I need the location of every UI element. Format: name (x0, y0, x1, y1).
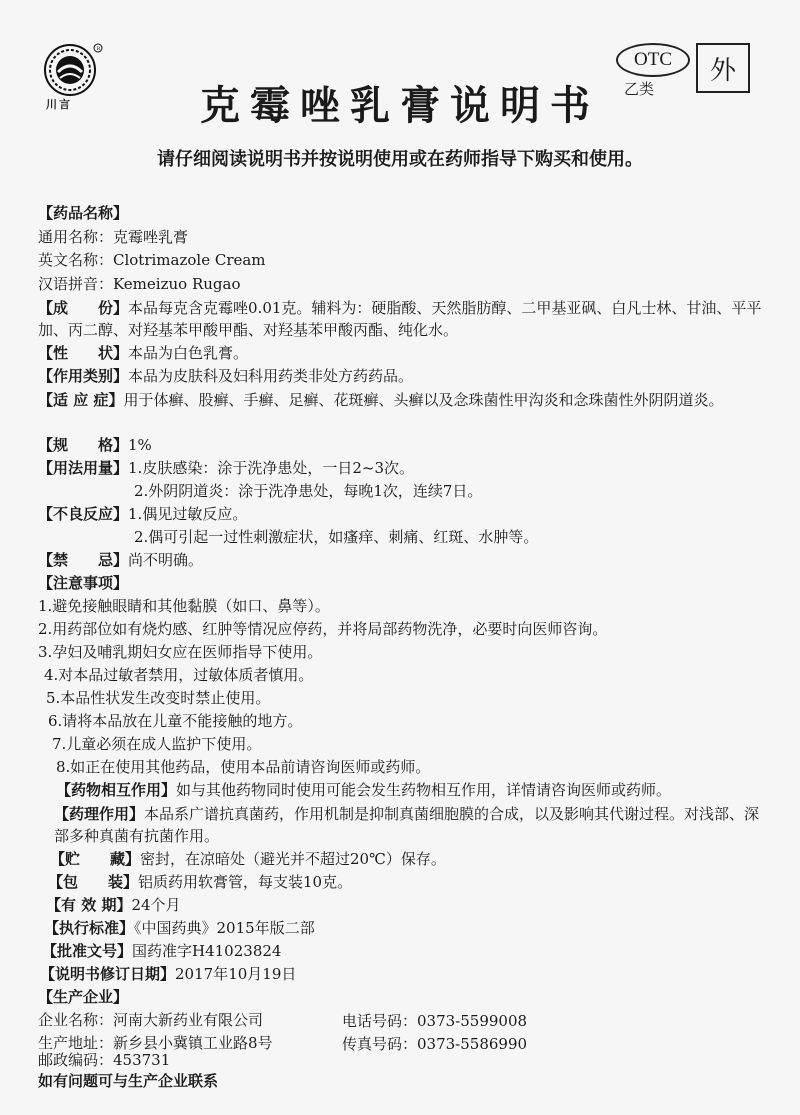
category-text: 本品为皮肤科及妇科用药类非处方药药品。 (128, 367, 414, 385)
indications-text: 用于体癣、股癣、手癣、足癣、花斑癣、头癣以及念珠菌性甲沟炎和念珠菌性外阴阴道炎。 (123, 391, 724, 409)
validity-label: 【有 效 期】 (46, 896, 132, 914)
footer-note: 如有问题可与生产企业联系 (38, 1072, 219, 1090)
english-name: 英文名称：Clotrimazole Cream (38, 251, 266, 269)
validity-section (46, 895, 781, 915)
drug-name-header: 【药品名称】 (38, 204, 129, 222)
approval-section (42, 941, 777, 961)
precaution-item: 3.孕妇及哺乳期妇女应在医师指导下使用。 (38, 643, 323, 661)
precaution-item: 4.对本品过敏者禁用，过敏体质者慎用。 (44, 666, 314, 684)
category-section (38, 366, 773, 386)
contraindication-text: 尚不明确。 (128, 551, 204, 569)
revision-section (40, 964, 775, 984)
precaution-item: 7.儿童必须在成人监护下使用。 (52, 735, 262, 753)
precaution-item: 8.如正在使用其他药品，使用本品前请咨询医师或药师。 (56, 758, 431, 776)
storage-section (50, 849, 785, 869)
ingredients-text: 本品每克含克霉唑0.01克。辅料为：硬脂酸、天然脂肪醇、二甲基亚砜、白凡士林、甘油、平平加、丙二醇、对羟基苯甲酸甲酯、对羟基苯甲酸丙酯、纯化水。 (38, 299, 762, 339)
package-label: 【包 装】 (48, 873, 139, 891)
interaction-section (56, 780, 776, 800)
precaution-item: 1.避免接触眼睛和其他黏膜（如口、鼻等）。 (38, 597, 330, 615)
usage-item-1: 1.皮肤感染：涂于洗净患处，一日2~3次。 (128, 459, 414, 477)
svg-text:R: R (96, 46, 101, 52)
spec-section (38, 435, 773, 455)
precaution-item: 5.本品性状发生改变时禁止使用。 (46, 689, 271, 707)
indications-section (38, 389, 773, 411)
adverse-label: 【不良反应】 (38, 505, 129, 523)
ingredients-section (38, 297, 773, 341)
adverse-item-1: 1.偶见过敏反应。 (128, 505, 248, 523)
otc-class-label: 乙类 (624, 80, 655, 98)
standard-label: 【执行标准】 (44, 919, 135, 937)
phone-number: 电话号码：0373-5599008 (342, 1012, 528, 1030)
ingredients-label: 【成 份】 (38, 299, 129, 317)
storage-label: 【贮 藏】 (50, 850, 141, 868)
logo-text: 川言 (46, 98, 72, 111)
otc-badge: OTC (616, 43, 690, 77)
precaution-item: 6.请将本品放在儿童不能接触的地方。 (48, 712, 303, 730)
approval-text: 国药准字H41023824 (132, 942, 282, 960)
package-text: 铝质药用软膏管，每支装10克。 (138, 873, 353, 891)
adverse-section (38, 504, 773, 524)
approval-label: 【批准文号】 (42, 942, 133, 960)
contraindication-section (38, 550, 773, 570)
usage-item-2: 2.外阴阴道炎：涂于洗净患处，每晚1次，连续7日。 (134, 482, 483, 500)
postcode: 邮政编码：453731 (38, 1051, 171, 1069)
standard-section (44, 918, 779, 938)
precautions-header: 【注意事项】 (38, 574, 129, 592)
manufacturer-header: 【生产企业】 (38, 988, 129, 1006)
external-use-badge: 外 (696, 43, 750, 93)
interaction-label: 【药物相互作用】 (56, 781, 177, 799)
pharmacology-section (54, 803, 774, 847)
storage-text: 密封，在凉暗处（避光并不超过20℃）保存。 (140, 850, 446, 868)
category-label: 【作用类别】 (38, 367, 129, 385)
indications-label: 【适 应 症】 (38, 391, 124, 409)
spec-text: 1% (128, 436, 152, 454)
document-title: 克霉唑乳膏说明书 (200, 83, 600, 129)
adverse-item-2: 2.偶可引起一过性刺激症状，如瘙痒、刺痛、红斑、水肿等。 (134, 528, 539, 546)
spec-label: 【规 格】 (38, 436, 129, 454)
pharmacology-text: 本品系广谱抗真菌药，作用机制是抑制真菌细胞膜的合成，以及影响其代谢过程。对浅部、深部多种真菌有抗菌作用。 (54, 805, 760, 845)
fax-number: 传真号码：0373-5586990 (342, 1035, 528, 1053)
usage-label: 【用法用量】 (38, 459, 129, 477)
precaution-item: 2.用药部位如有烧灼感、红肿等情况应停药，并将局部药物洗净，必要时向医师咨询。 (38, 620, 608, 638)
properties-label: 【性 状】 (38, 344, 129, 362)
pharmacology-label: 【药理作用】 (54, 805, 145, 823)
usage-section (38, 458, 773, 478)
company-address: 生产地址：新乡县小冀镇工业路8号 (38, 1034, 273, 1052)
properties-section (38, 343, 773, 363)
pinyin-name: 汉语拼音：Kemeizuo Rugao (38, 275, 241, 293)
contraindication-label: 【禁 忌】 (38, 551, 129, 569)
revision-text: 2017年10月19日 (175, 965, 297, 983)
package-section (48, 872, 783, 892)
interaction-text: 如与其他药物同时使用可能会发生药物相互作用，详情请咨询医师或药师。 (176, 781, 672, 799)
document-subtitle: 请仔细阅读说明书并按说明使用或在药师指导下购买和使用。 (157, 149, 643, 170)
standard-text: 《中国药典》2015年版二部 (134, 919, 315, 937)
validity-text: 24个月 (131, 896, 181, 914)
common-name: 通用名称：克霉唑乳膏 (38, 228, 189, 246)
company-name: 企业名称：河南大新药业有限公司 (38, 1011, 264, 1029)
properties-text: 本品为白色乳膏。 (128, 344, 249, 362)
revision-label: 【说明书修订日期】 (40, 965, 176, 983)
